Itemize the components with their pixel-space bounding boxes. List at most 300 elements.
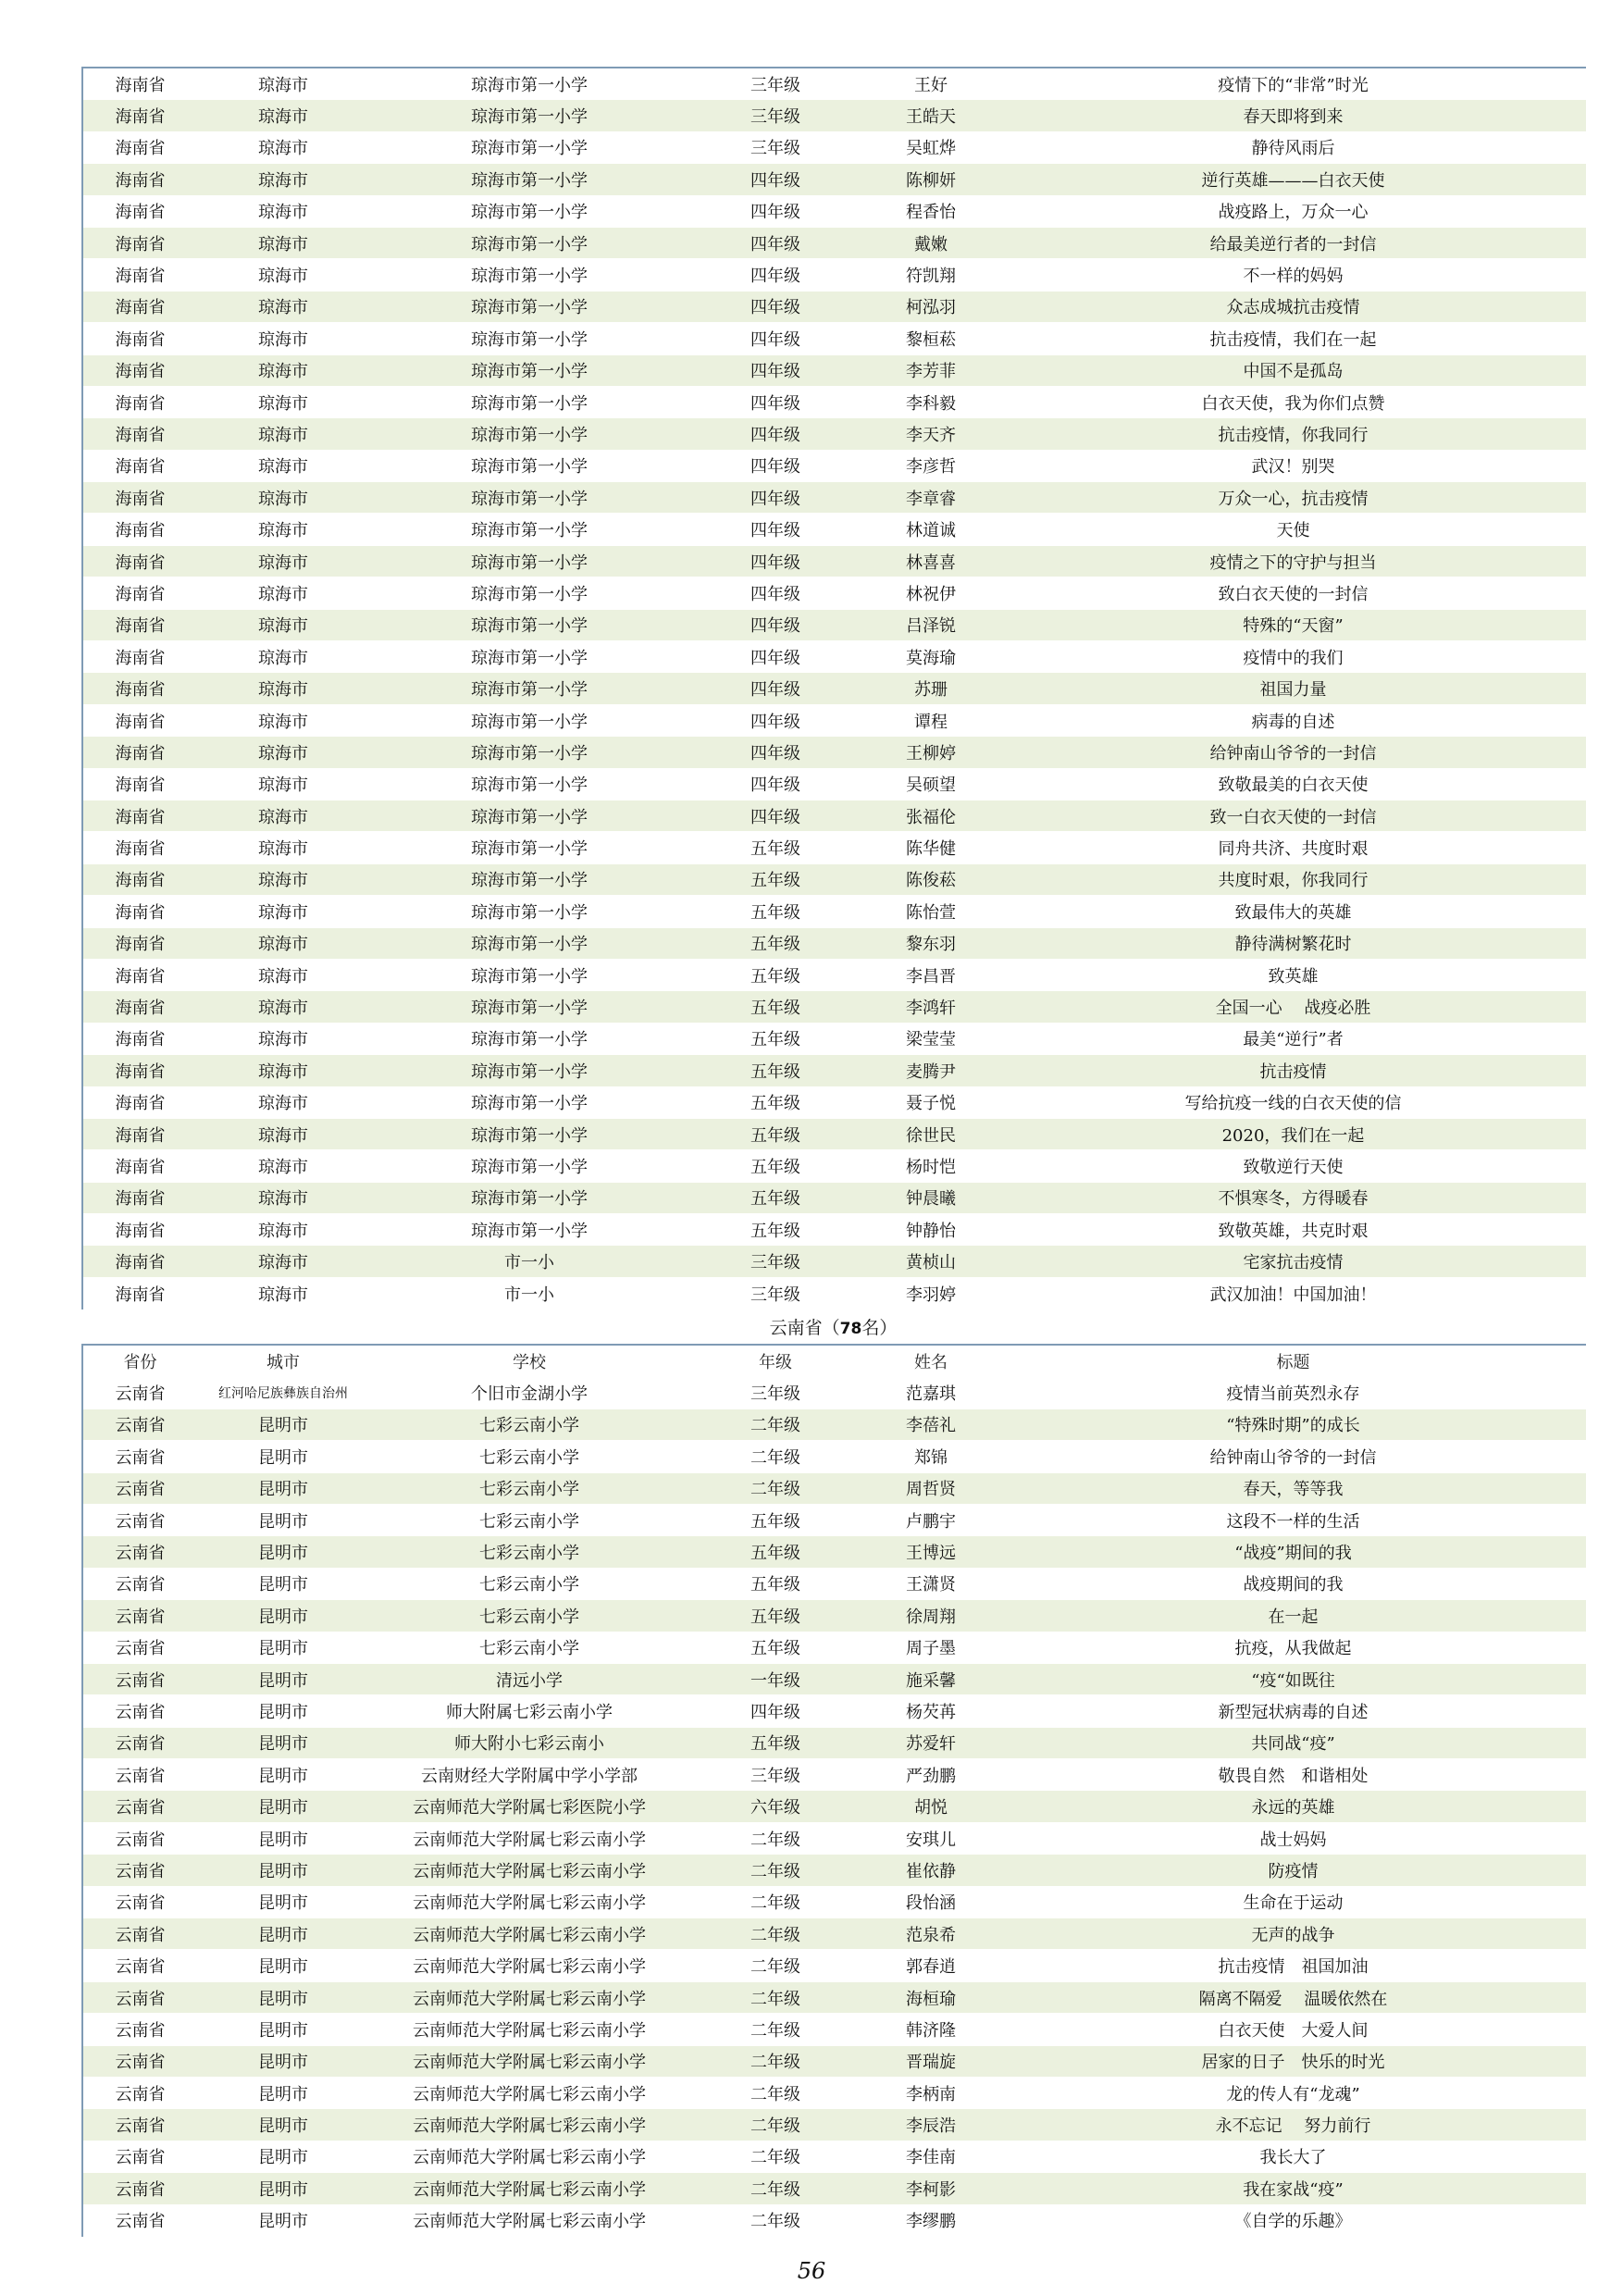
cell-city: 琼海市	[197, 131, 369, 163]
cell-grade: 五年级	[689, 832, 861, 863]
table-row	[82, 164, 1586, 195]
cell-title: 2020，我们在一起	[1000, 1118, 1586, 1149]
cell-name: 苏珊	[861, 673, 1000, 704]
cell-school: 云南师范大学附属七彩云南小学	[369, 1950, 689, 1981]
table-row	[82, 832, 1586, 863]
table-row	[82, 2077, 1586, 2108]
cell-name: 卢鹏宇	[861, 1504, 1000, 1535]
cell-school: 琼海市第一小学	[369, 927, 689, 959]
cell-school: 云南师范大学附属七彩云南小学	[369, 1918, 689, 1950]
cell-school: 琼海市第一小学	[369, 291, 689, 322]
cell-grade: 四年级	[689, 800, 861, 831]
cell-grade: 五年级	[689, 1632, 861, 1663]
cell-grade: 二年级	[689, 2173, 861, 2204]
cell-title: 战疫期间的我	[1000, 1568, 1586, 1599]
cell-name: 杨芡苒	[861, 1695, 1000, 1727]
cell-school: 云南师范大学附属七彩云南小学	[369, 2014, 689, 2045]
cell-city: 琼海市	[197, 768, 369, 800]
cell-name: 吴硕望	[861, 768, 1000, 800]
table-row	[82, 1727, 1586, 1758]
cell-title: 在一起	[1000, 1600, 1586, 1632]
cell-province: 海南省	[82, 1150, 197, 1182]
table-row	[82, 609, 1586, 640]
cell-grade: 四年级	[689, 450, 861, 481]
cell-title: 敬畏自然 和谐相处	[1000, 1759, 1586, 1791]
cell-province: 海南省	[82, 68, 197, 100]
table-row	[82, 1472, 1586, 1504]
table-row	[82, 1822, 1586, 1854]
table-row	[82, 1855, 1586, 1886]
cell-city: 昆明市	[197, 1568, 369, 1599]
cell-title: 同舟共济、共度时艰	[1000, 832, 1586, 863]
cell-grade: 三年级	[689, 131, 861, 163]
cell-city: 昆明市	[197, 1886, 369, 1917]
cell-school: 琼海市第一小学	[369, 450, 689, 481]
cell-name: 李柯影	[861, 2173, 1000, 2204]
cell-city: 昆明市	[197, 1950, 369, 1981]
cell-school: 琼海市第一小学	[369, 800, 689, 831]
cell-title: 致一白衣天使的一封信	[1000, 800, 1586, 831]
cell-title: 致白衣天使的一封信	[1000, 577, 1586, 609]
cell-grade: 三年级	[689, 68, 861, 100]
section-heading-yunnan	[81, 1314, 1585, 1342]
cell-name: 晋瑞旋	[861, 2045, 1000, 2077]
cell-name: 林喜喜	[861, 545, 1000, 577]
cell-title: 疫情之下的守护与担当	[1000, 545, 1586, 577]
cell-title: 抗击疫情，你我同行	[1000, 418, 1586, 450]
cell-province: 云南省	[82, 2077, 197, 2108]
cell-title: 春天即将到来	[1000, 100, 1586, 131]
cell-province: 海南省	[82, 896, 197, 927]
cell-province: 海南省	[82, 1023, 197, 1054]
cell-name: 符凯翔	[861, 259, 1000, 291]
cell-province: 海南省	[82, 195, 197, 227]
cell-title: 中国不是孤岛	[1000, 354, 1586, 386]
cell-school: 琼海市第一小学	[369, 545, 689, 577]
cell-grade: 五年级	[689, 1023, 861, 1054]
table-header-row	[82, 1345, 1586, 1377]
table-row	[82, 1536, 1586, 1568]
cell-province: 海南省	[82, 800, 197, 831]
cell-city: 琼海市	[197, 386, 369, 417]
yunnan-table	[81, 1344, 1586, 2237]
cell-grade: 二年级	[689, 2109, 861, 2141]
cell-province: 海南省	[82, 1086, 197, 1118]
table-row	[82, 1086, 1586, 1118]
cell-city: 琼海市	[197, 673, 369, 704]
cell-province: 云南省	[82, 2173, 197, 2204]
cell-school: 云南师范大学附属七彩云南小学	[369, 2109, 689, 2141]
table-row	[82, 2141, 1586, 2172]
cell-name: 陈柳妍	[861, 164, 1000, 195]
cell-province: 海南省	[82, 323, 197, 354]
cell-grade: 三年级	[689, 1759, 861, 1791]
table-row	[82, 2109, 1586, 2141]
cell-name: 郭春逍	[861, 1950, 1000, 1981]
cell-name: 戴嫩	[861, 227, 1000, 258]
table-row	[82, 768, 1586, 800]
cell-grade: 五年级	[689, 1504, 861, 1535]
table-row	[82, 1791, 1586, 1822]
cell-school: 师大附小七彩云南小	[369, 1727, 689, 1758]
cell-grade: 二年级	[689, 2141, 861, 2172]
table-row	[82, 354, 1586, 386]
cell-province: 海南省	[82, 386, 197, 417]
cell-title: 致英雄	[1000, 959, 1586, 990]
table-row	[82, 1409, 1586, 1440]
cell-grade: 二年级	[689, 1981, 861, 2013]
cell-title: 白衣天使，我为你们点赞	[1000, 386, 1586, 417]
cell-school: 琼海市第一小学	[369, 641, 689, 673]
cell-city: 琼海市	[197, 450, 369, 481]
cell-grade: 二年级	[689, 1855, 861, 1886]
cell-school: 云南财经大学附属中学小学部	[369, 1759, 689, 1791]
cell-title: 战疫路上，万众一心	[1000, 195, 1586, 227]
cell-city: 琼海市	[197, 1118, 369, 1149]
cell-city: 琼海市	[197, 195, 369, 227]
cell-name: 吕泽锐	[861, 609, 1000, 640]
cell-province: 云南省	[82, 1568, 197, 1599]
cell-province: 海南省	[82, 164, 197, 195]
cell-province: 海南省	[82, 673, 197, 704]
cell-name: 吴虹烨	[861, 131, 1000, 163]
cell-school: 云南师范大学附属七彩云南小学	[369, 2173, 689, 2204]
cell-grade: 四年级	[689, 641, 861, 673]
table-row	[82, 737, 1586, 768]
hainan-table	[81, 67, 1586, 1309]
cell-province: 云南省	[82, 2141, 197, 2172]
cell-school: 琼海市第一小学	[369, 100, 689, 131]
cell-city: 昆明市	[197, 1441, 369, 1472]
cell-province: 海南省	[82, 737, 197, 768]
table-row	[82, 418, 1586, 450]
cell-name: 林道诚	[861, 514, 1000, 545]
cell-name: 王潇贤	[861, 1568, 1000, 1599]
cell-province: 云南省	[82, 1663, 197, 1694]
cell-name: 崔依静	[861, 1855, 1000, 1886]
table-row	[82, 1663, 1586, 1694]
cell-province: 海南省	[82, 1055, 197, 1086]
cell-province: 云南省	[82, 2204, 197, 2236]
cell-name: 胡悦	[861, 1791, 1000, 1822]
cell-grade: 四年级	[689, 354, 861, 386]
table-row	[82, 1377, 1586, 1409]
table-row	[82, 1568, 1586, 1599]
cell-grade: 二年级	[689, 1886, 861, 1917]
cell-grade: 二年级	[689, 2014, 861, 2045]
cell-title: 致最伟大的英雄	[1000, 896, 1586, 927]
cell-city: 昆明市	[197, 1759, 369, 1791]
cell-grade: 四年级	[689, 737, 861, 768]
cell-province: 海南省	[82, 482, 197, 514]
cell-title: 静待风雨后	[1000, 131, 1586, 163]
cell-grade: 三年级	[689, 1246, 861, 1277]
cell-school: 琼海市第一小学	[369, 609, 689, 640]
cell-title: 不惧寒冬，方得暖春	[1000, 1182, 1586, 1213]
cell-province: 海南省	[82, 863, 197, 895]
cell-title: 致敬最美的白衣天使	[1000, 768, 1586, 800]
cell-grade: 一年级	[689, 1663, 861, 1694]
table-row	[82, 1600, 1586, 1632]
cell-province: 云南省	[82, 1600, 197, 1632]
table-row	[82, 1118, 1586, 1149]
cell-province: 云南省	[82, 2014, 197, 2045]
cell-school: 清远小学	[369, 1663, 689, 1694]
table-row	[82, 991, 1586, 1023]
cell-title: 疫情中的我们	[1000, 641, 1586, 673]
cell-name: 李昌晋	[861, 959, 1000, 990]
cell-grade: 五年级	[689, 1182, 861, 1213]
table-row	[82, 1504, 1586, 1535]
cell-province: 海南省	[82, 418, 197, 450]
cell-title: 万众一心，抗击疫情	[1000, 482, 1586, 514]
cell-city: 昆明市	[197, 2109, 369, 2141]
cell-grade: 四年级	[689, 164, 861, 195]
cell-city: 琼海市	[197, 991, 369, 1023]
cell-city: 昆明市	[197, 1981, 369, 2013]
cell-province: 海南省	[82, 768, 197, 800]
cell-title: 给钟南山爷爷的一封信	[1000, 737, 1586, 768]
cell-title: 无声的战争	[1000, 1918, 1586, 1950]
cell-name: 段怡涵	[861, 1886, 1000, 1917]
cell-grade: 二年级	[689, 1441, 861, 1472]
cell-city: 昆明市	[197, 2141, 369, 2172]
table-row	[82, 1182, 1586, 1213]
cell-city: 昆明市	[197, 1822, 369, 1854]
cell-province: 云南省	[82, 1855, 197, 1886]
page-number: 56	[797, 2258, 826, 2284]
cell-grade: 四年级	[689, 577, 861, 609]
cell-school: 琼海市第一小学	[369, 768, 689, 800]
cell-city: 琼海市	[197, 577, 369, 609]
cell-city: 琼海市	[197, 418, 369, 450]
cell-name: 王柳婷	[861, 737, 1000, 768]
cell-grade: 二年级	[689, 1918, 861, 1950]
cell-city: 红河哈尼族彝族自治州	[197, 1377, 369, 1409]
cell-title: 《自学的乐趣》	[1000, 2204, 1586, 2236]
cell-name: 李缪鹏	[861, 2204, 1000, 2236]
table-row	[82, 1150, 1586, 1182]
table-row	[82, 1950, 1586, 1981]
cell-city: 琼海市	[197, 609, 369, 640]
cell-name: 麦腾尹	[861, 1055, 1000, 1086]
cell-grade: 五年级	[689, 959, 861, 990]
cell-province: 云南省	[82, 1981, 197, 2013]
cell-title: 给钟南山爷爷的一封信	[1000, 1441, 1586, 1472]
cell-city: 琼海市	[197, 259, 369, 291]
cell-province: 云南省	[82, 1791, 197, 1822]
cell-school: 琼海市第一小学	[369, 514, 689, 545]
cell-province: 海南省	[82, 131, 197, 163]
cell-title: 这段不一样的生活	[1000, 1504, 1586, 1535]
cell-name: 李羽婷	[861, 1277, 1000, 1309]
cell-name: 李天齐	[861, 418, 1000, 450]
cell-province: 海南省	[82, 545, 197, 577]
cell-city: 琼海市	[197, 800, 369, 831]
cell-school: 琼海市第一小学	[369, 418, 689, 450]
cell-title: 致敬英雄，共克时艰	[1000, 1214, 1586, 1246]
cell-school: 师大附属七彩云南小学	[369, 1695, 689, 1727]
cell-grade: 二年级	[689, 1409, 861, 1440]
cell-grade: 四年级	[689, 545, 861, 577]
cell-title: 给最美逆行者的一封信	[1000, 227, 1586, 258]
cell-school: 琼海市第一小学	[369, 704, 689, 736]
cell-province: 云南省	[82, 1377, 197, 1409]
cell-city: 昆明市	[197, 2014, 369, 2045]
cell-grade: 四年级	[689, 609, 861, 640]
cell-school: 琼海市第一小学	[369, 195, 689, 227]
cell-province: 海南省	[82, 1214, 197, 1246]
cell-province: 云南省	[82, 1536, 197, 1568]
cell-grade: 五年级	[689, 1150, 861, 1182]
cell-name: 王博远	[861, 1536, 1000, 1568]
header-title: 标题	[1000, 1345, 1586, 1377]
cell-province: 海南省	[82, 577, 197, 609]
cell-city: 昆明市	[197, 2173, 369, 2204]
cell-name: 梁莹莹	[861, 1023, 1000, 1054]
cell-school: 琼海市第一小学	[369, 164, 689, 195]
table-row	[82, 1277, 1586, 1309]
cell-city: 昆明市	[197, 1695, 369, 1727]
cell-name: 莫海瑜	[861, 641, 1000, 673]
cell-city: 琼海市	[197, 164, 369, 195]
cell-city: 琼海市	[197, 1086, 369, 1118]
header-province: 省份	[82, 1345, 197, 1377]
cell-city: 琼海市	[197, 545, 369, 577]
cell-province: 云南省	[82, 1632, 197, 1663]
cell-grade: 二年级	[689, 2045, 861, 2077]
cell-title: “战疫”期间的我	[1000, 1536, 1586, 1568]
table-row	[82, 100, 1586, 131]
cell-province: 海南省	[82, 259, 197, 291]
cell-school: 七彩云南小学	[369, 1600, 689, 1632]
table-row	[82, 450, 1586, 481]
cell-city: 昆明市	[197, 1409, 369, 1440]
cell-name: 聂子悦	[861, 1086, 1000, 1118]
cell-province: 云南省	[82, 1409, 197, 1440]
cell-school: 琼海市第一小学	[369, 482, 689, 514]
table-row	[82, 1981, 1586, 2013]
cell-school: 七彩云南小学	[369, 1632, 689, 1663]
cell-province: 云南省	[82, 1504, 197, 1535]
cell-city: 昆明市	[197, 1632, 369, 1663]
cell-grade: 五年级	[689, 1214, 861, 1246]
cell-name: 李佳南	[861, 2141, 1000, 2172]
section-count: 78	[839, 1320, 862, 1338]
cell-name: 苏爱轩	[861, 1727, 1000, 1758]
cell-grade: 五年级	[689, 863, 861, 895]
cell-title: 武汉！别哭	[1000, 450, 1586, 481]
table-row	[82, 227, 1586, 258]
cell-title: 防疫情	[1000, 1855, 1586, 1886]
cell-title: 抗疫，从我做起	[1000, 1632, 1586, 1663]
cell-name: 钟静怡	[861, 1214, 1000, 1246]
table-row	[82, 704, 1586, 736]
cell-title: 生命在于运动	[1000, 1886, 1586, 1917]
cell-name: 周哲贤	[861, 1472, 1000, 1504]
cell-title: 共度时艰，你我同行	[1000, 863, 1586, 895]
cell-grade: 四年级	[689, 323, 861, 354]
cell-city: 琼海市	[197, 1277, 369, 1309]
cell-title: “疫“如既往	[1000, 1663, 1586, 1694]
cell-school: 琼海市第一小学	[369, 227, 689, 258]
table-row	[82, 195, 1586, 227]
cell-province: 海南省	[82, 514, 197, 545]
cell-province: 云南省	[82, 1695, 197, 1727]
cell-school: 琼海市第一小学	[369, 991, 689, 1023]
cell-city: 琼海市	[197, 1246, 369, 1277]
table-row	[82, 131, 1586, 163]
table-row	[82, 2014, 1586, 2045]
cell-school: 个旧市金湖小学	[369, 1377, 689, 1409]
cell-title: 全国一心 战疫必胜	[1000, 991, 1586, 1023]
cell-province: 云南省	[82, 2045, 197, 2077]
cell-title: 抗击疫情，我们在一起	[1000, 323, 1586, 354]
cell-city: 琼海市	[197, 927, 369, 959]
cell-name: 谭程	[861, 704, 1000, 736]
cell-province: 云南省	[82, 1886, 197, 1917]
cell-title: 武汉加油！中国加油！	[1000, 1277, 1586, 1309]
cell-province: 海南省	[82, 1182, 197, 1213]
cell-city: 昆明市	[197, 1504, 369, 1535]
cell-city: 琼海市	[197, 959, 369, 990]
table-row	[82, 323, 1586, 354]
cell-school: 七彩云南小学	[369, 1472, 689, 1504]
cell-school: 七彩云南小学	[369, 1409, 689, 1440]
cell-school: 琼海市第一小学	[369, 1055, 689, 1086]
cell-grade: 二年级	[689, 1472, 861, 1504]
cell-grade: 五年级	[689, 1118, 861, 1149]
cell-name: 杨时恺	[861, 1150, 1000, 1182]
table-row	[82, 673, 1586, 704]
cell-school: 琼海市第一小学	[369, 577, 689, 609]
cell-name: 李柄南	[861, 2077, 1000, 2108]
table-row	[82, 386, 1586, 417]
cell-school: 七彩云南小学	[369, 1568, 689, 1599]
cell-city: 琼海市	[197, 896, 369, 927]
cell-grade: 五年级	[689, 1086, 861, 1118]
cell-name: 郑锦	[861, 1441, 1000, 1472]
table-row	[82, 641, 1586, 673]
cell-school: 琼海市第一小学	[369, 386, 689, 417]
cell-title: 白衣天使 大爱人间	[1000, 2014, 1586, 2045]
table-row	[82, 1695, 1586, 1727]
table-row	[82, 1918, 1586, 1950]
cell-grade: 四年级	[689, 1695, 861, 1727]
cell-province: 云南省	[82, 1727, 197, 1758]
cell-province: 海南省	[82, 927, 197, 959]
cell-city: 琼海市	[197, 514, 369, 545]
table-row	[82, 959, 1586, 990]
cell-title: 抗击疫情	[1000, 1055, 1586, 1086]
cell-title: 新型冠状病毒的自述	[1000, 1695, 1586, 1727]
cell-name: 李彦哲	[861, 450, 1000, 481]
cell-city: 琼海市	[197, 1214, 369, 1246]
cell-title: 祖国力量	[1000, 673, 1586, 704]
table-row	[82, 482, 1586, 514]
cell-city: 昆明市	[197, 1472, 369, 1504]
cell-grade: 三年级	[689, 100, 861, 131]
cell-city: 昆明市	[197, 1918, 369, 1950]
cell-city: 昆明市	[197, 1536, 369, 1568]
cell-title: 逆行英雄———白衣天使	[1000, 164, 1586, 195]
cell-province: 云南省	[82, 1918, 197, 1950]
cell-name: 李科毅	[861, 386, 1000, 417]
cell-city: 昆明市	[197, 1663, 369, 1694]
section-prefix: 云南省（	[769, 1318, 840, 1338]
table-row	[82, 863, 1586, 895]
cell-school: 琼海市第一小学	[369, 863, 689, 895]
